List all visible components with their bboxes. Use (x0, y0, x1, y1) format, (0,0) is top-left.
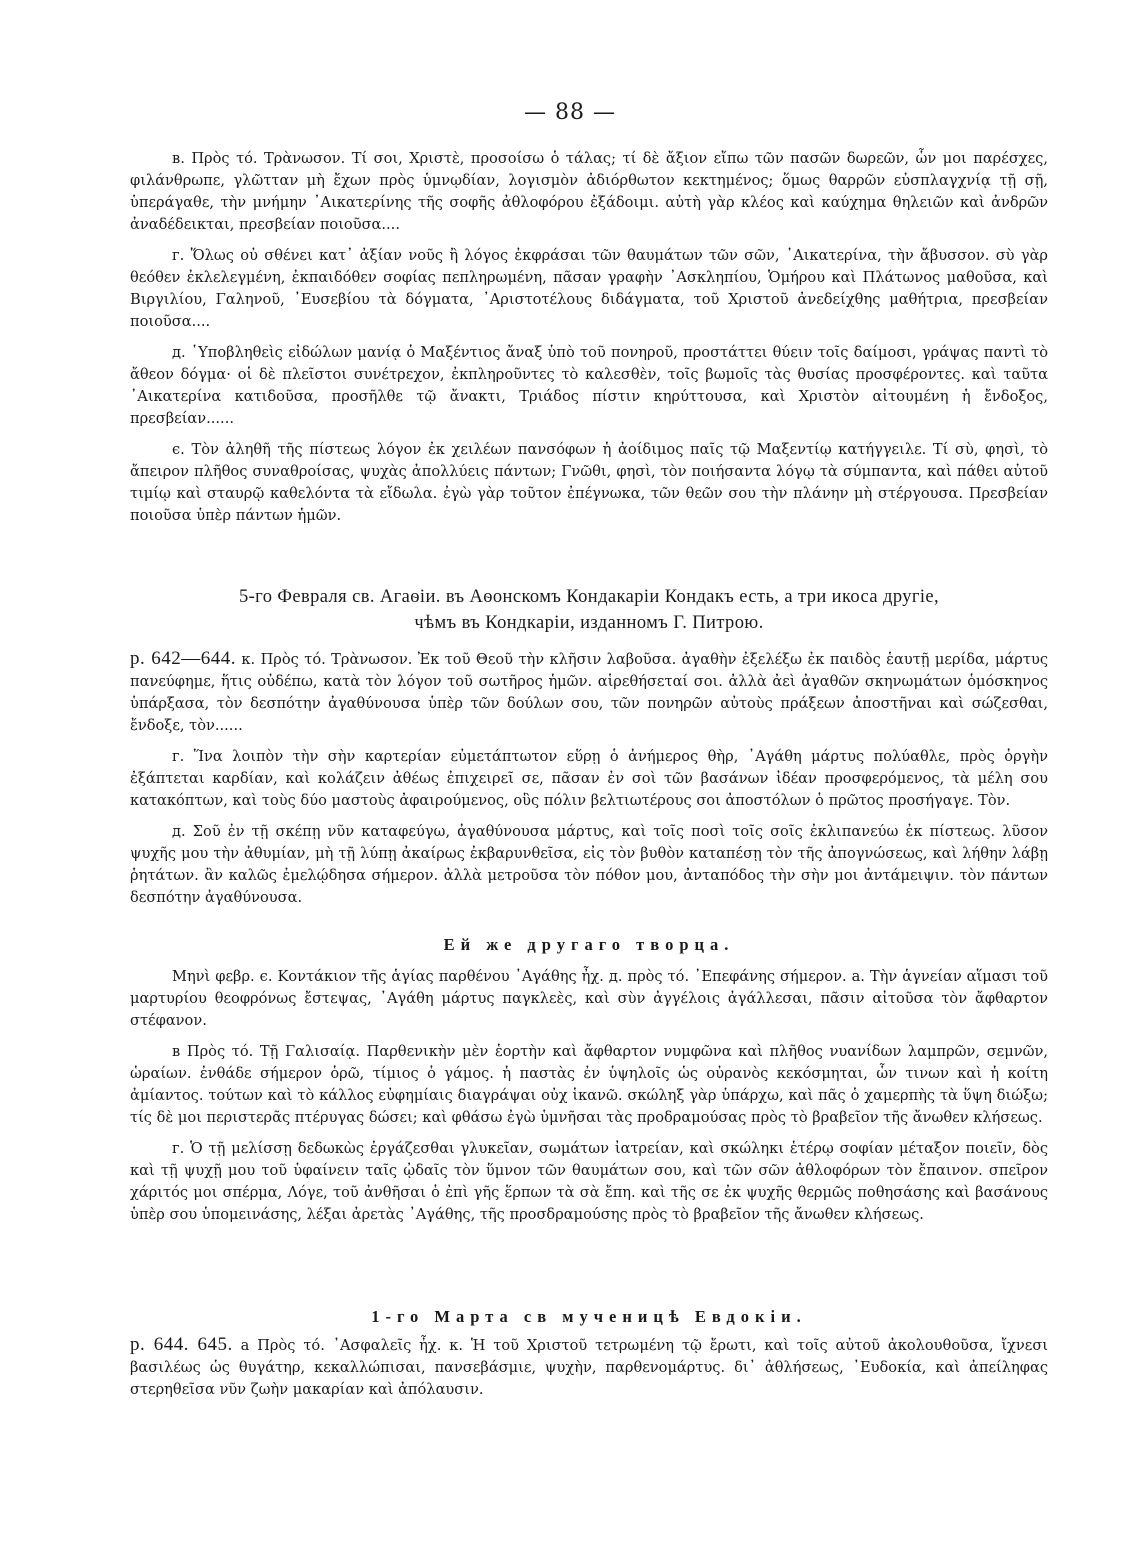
stanza-paragraph (130, 1334, 1048, 1401)
stanza-paragraph: д. Σοῦ ἐν τῇ σκέπῃ νῦν καταφεύγω, ἀγαθύνουσα μάρτυς, καὶ τοῖς ποσὶ τοῖς σοῖς ἐκλιπανεύω ἐκ πίστεως. λῦσον ψυχῆς μου τὴν ἀθυμίαν, μὴ τῇ λύπῃ ἀκαίρως ἐκβαρυνθεῖσα, εἰς τὸν βυθὸν καταπέσῃ τὸν τῆς ἀπογνώσεως, καὶ λήθην λάβῃ ῥητάτων. ἂν καλῶς ἐμελῴδησα σήμερον. ἀλλὰ μετροῦσα τὸν πόθον μου, ἀνταπόδος τὴν σὴν μοι ἀντάμειψιν. τὸν πάντων δεσπότην ἀγαθύνουσα. (130, 823, 1048, 906)
heading-line: чѣмъ въ Кондкаріи, изданномъ Г. Питрою. (414, 613, 764, 633)
page-number: — 88 — (524, 100, 616, 125)
stanza-paragraph: г. Ὁ τῇ μελίσσῃ δεδωκὼς ἐργάζεσθαι γλυκεῖαν, σωμάτων ἰατρείαν, καὶ σκώληκι ἑτέρῳ σοφίαν μέταξον ποιεῖν, δὸς καὶ τῇ ψυχῇ μου τοῦ ὑφαίνειν ταῖς ᾠδαῖς τὸν ὕμνον τῶν θαυμάτων σου, καὶ τῶν σῶν ἀθλοφόρων τὸν ἔπαινον. σπεῖρον χάριτός μοι σπέρμα, Λόγε, τοῦ ἀνθῆσαι ὁ ἐπὶ γῆς ἕρπων τὰ σὰ ἔπη. καὶ τῆς σε ἐκ ψυχῆς θερμῶς ποθησάσης καὶ βασάνους ὑπὲρ σου ὑπομεινάσης, λέξαι ἀρετὰς ᾿Αγάθης, τῆς προσδραμούσης πρὸς τὸ βραβεῖον τῆς ἄνωθεν κλήσεως. (130, 1140, 1048, 1223)
stanza-text: а Πρὸς τό. ᾿Ασφαλεῖς ἦχ. к. Ἡ τοῦ Χριστοῦ τετρωμένη τῷ ἔρωτι, καὶ τοῖς αὐτοῦ ἀκολουθοῦσα, ἴχνεσι βασιλέως ὡς θυγάτηρ, κεκαλλώπισαι, πανσεβάσμιε, ψυχὴν, παρθενομάρτυς. δι᾿ ἀθλήσεως, ᾿Ευδοκία, καὶ ἀπείληφας στερηθεῖσα νῦν ζωὴν μακαρίαν καὶ ἀπόλαυσιν. (130, 1337, 1049, 1398)
stanza-paragraph: д. ῾Υποβληθεὶς εἰδώλων μανίᾳ ὁ Μαξέντιος ἄναξ ὑπὸ τοῦ πονηροῦ, προστάττει θύειν τοῖς δαίμοσι, γράψας παντὶ τὸ ἄθεον δόγμα· οἱ δὲ πλεῖστοι συνέτρεχον, ἐκπληροῦντες τὸ καλεσθὲν, τοῖς βωμοῖς τὰς θυσίας προσφέροντες. καὶ ταῦτα ᾿Αικατερίνα κατιδοῦσα, προσῆλθε τῷ ἄνακτι, Τριάδος πίστιν κηρύττουσα, καὶ Χριστὸν αἰτουμένη ἡ ἔνδοξος, πρεσβείαν...... (130, 344, 1048, 427)
kontakion-block-agathia (130, 648, 1048, 909)
stanza-paragraph: г. Ἵνα λοιπὸν τὴν σὴν καρτερίαν εὐμετάπτωτον εὕρῃ ὁ ἀνήμερος θὴρ, ᾿Αγάθη μάρτυς πολύαθλε, πρὸς ὀργὴν ἐξάπτεται καρδίαν, καὶ κολάζειν ἀθέως ἐπιχειρεῖ σε, πᾶσαν ἐν σοὶ τῶν βασάνων ἰδέαν προσφερόμενος, τὰ μέλη σου κατακόπτων, καὶ τοὺς δύο μαστοὺς ἀφαιρούμενος, οὓς πόλιν βελτιωτέρους σοι ἀποστόλων ὁ πρῶτος προσήγαγε. Τὸν. (130, 748, 1048, 809)
stanza-paragraph: в. Πρὸς τό. Τρὰνωσον. Τί σοι, Χριστὲ, προσοίσω ὁ τάλας; τί δὲ ἄξιον εἴπω τῶν πασῶν δωρεῶν, ὧν μοι παρέσχες, φιλάνθρωπε, γλῶτταν μὴ ἔχων πρὸς ὑμνῳδίαν, λογισμὸν ἀδιόρθωτον κεκτημένος; ὅμως θαρρῶν εὐσπλαγχνίᾳ τῇ σῇ, ὑπεράγαθε, τὴν μνήμην ᾿Αικατερίνης τῆς σοφῆς ἀθλοφόρου ἐξάδοιμι. αὐτὴ γὰρ κλέος καὶ καύχημα θηλειῶν καὶ ἀνδρῶν ἀναδέδεικται, πρεσβείαν ποιοῦσα.... (130, 150, 1048, 233)
stanza-paragraph: г. Ὅλως οὐ σθένει κατ᾿ ἀξίαν νοῦς ἢ λόγος ἐκφράσαι τῶν θαυμάτων τῶν σῶν, ᾿Αικατερίνα, τὴν ἄβυσσον. σὺ γὰρ θεόθεν ἐκλελεγμένη, ἐκπαιδόθεν σοφίας πεπληρωμένη, πᾶσαν γραφὴν ᾿Ασκληπίου, Ὁμήρου καὶ Πλάτωνος μαθοῦσα, καὶ Βιργιλίου, Γαληνοῦ, ᾿Ευσεβίου τὰ δόγματα, ᾿Αριστοτέλους διδάγματα, τοῦ Χριστοῦ ἀνεδείχθης μαθήτρια, πρεσβείαν ποιοῦσα.... (130, 247, 1048, 330)
heading-line: 5-го Февраля св. Агаѳіи. въ Аѳонскомъ Кондакаріи Кондакъ есть, а три икоса другіе, (238, 587, 940, 607)
stanza-paragraph: Μηνὶ φεβρ. є. Κοντάκιον τῆς ἁγίας παρθένου ᾿Αγάθης ἦχ. д. πρὸς τό. ᾿Επεφάνης σήμερον. а. Τὴν ἁγνείαν αἵμασι τοῦ μαρτυρίου θεοφρόνως ἔστεψας, ᾿Αγάθη μάρτυς παγκλεὲς, καὶ σὺν ἀγγέλοις ἀγάλλεσαι, πᾶσιν αἰτοῦσα τὸν ἄφθαρτον στέφανον. (130, 968, 1048, 1029)
page-reference: р. 642—644. (130, 648, 237, 669)
stanza-text: к. Πρὸς τό. Τρὰνωσον. Ἐκ τοῦ Θεοῦ τὴν κλῆσιν λαβοῦσα. ἀγαθὴν ἐξελέξω ἐκ παιδὸς ἑαυτῇ μερίδα, μάρτυς πανεύφημε, ἥτις οὐδέπω, κατὰ τὸν λόγον τοῦ σωτῆρος ἡμῶν. αἱρεθήσεταί σοι. ἀλλὰ ἀεὶ ἀγαθῶν σκηνωμάτων ὁμόσκηνος ὑπάρξασα, τὸν δεσπότην ἀγαθύνουσα ὑπὲρ τῶν δούλων σου, τῶν πονηρῶν αὐτοὺς πράξεων ἀποστῆναι καὶ σώζεσθαι, ἔνδοξε, τὸν...... (130, 651, 1048, 734)
stanza-paragraph (130, 648, 1048, 737)
heading-line: Ей же другаго творца. (443, 935, 735, 954)
heading-line: 1-го Марта св мученицѣ Евдокіи. (371, 1307, 807, 1326)
kontakion-block-evdokia (130, 1334, 1048, 1401)
section-heading-other-author (130, 934, 1048, 956)
stanza-paragraph: в Πρὸς τό. Τῇ Γαλισαίᾳ. Παρθενικὴν μὲν ἑορτὴν καὶ ἄφθαρτον νυμφῶνα καὶ πλῆθος νυανίδων λαμπρῶν, σεμνῶν, ὡραίων. ἐνθάδε σήμερον ὁρῶ, τίμιος ὁ γάμος. ἡ παστὰς ἐν ὑψηλοῖς ὡς οὐρανὸς κεκόσμηται, ὧν τινων καὶ ἡ κοίτη ἀμίαντος. τούτων καὶ τὸ κάλλος εὐφημίαις διαγράψαι οὐχ ἱκανῶ. σκώληξ γὰρ ὑπάρχω, καὶ πᾶς ὁ χαμερπὴς τὰ ὕψη διώξω; τίς δὲ μοι περιστερᾶς πτέρυγας δώσει; καὶ φθάσω ἐγὼ ὑμνῆσαι τὰς προδραμούσας πρὸς τὸ βραβεῖον τῆς ἄνωθεν κλήσεως. (130, 1043, 1048, 1126)
kontakion-block-agathe-second (130, 966, 1048, 1226)
section-heading-evdokia (130, 1306, 1048, 1328)
page-reference: р. 644. 645. (130, 1334, 233, 1355)
section-heading-agathia (130, 584, 1048, 636)
kontakion-block-aikaterina (130, 148, 1048, 527)
stanza-paragraph: є. Τὸν ἀληθῆ τῆς πίστεως λόγον ἐκ χειλέων πανσόφων ἡ ἀοίδιμος παῖς τῷ Μαξεντίῳ κατήγγειλε. Τί σὺ, φησὶ, τὸ ἄπειρον πλῆθος συναθροίσας, ψυχὰς ἀπολλύεις πάντων; Γνῶθι, φησὶ, τὸν ποιήσαντα λόγῳ τὰ σύμπαντα, καὶ πάθει αὐτοῦ τιμίῳ καὶ σταυρῷ καθελόντα τὰ εἴδωλα. ἐγὼ γὰρ τοῦτον ἐπέγνωκα, τῶν θεῶν σου τὴν πλάνην μὴ στέργουσα. Πρεσβείαν ποιοῦσα ὑπὲρ πάντων ἡμῶν. (130, 441, 1048, 524)
